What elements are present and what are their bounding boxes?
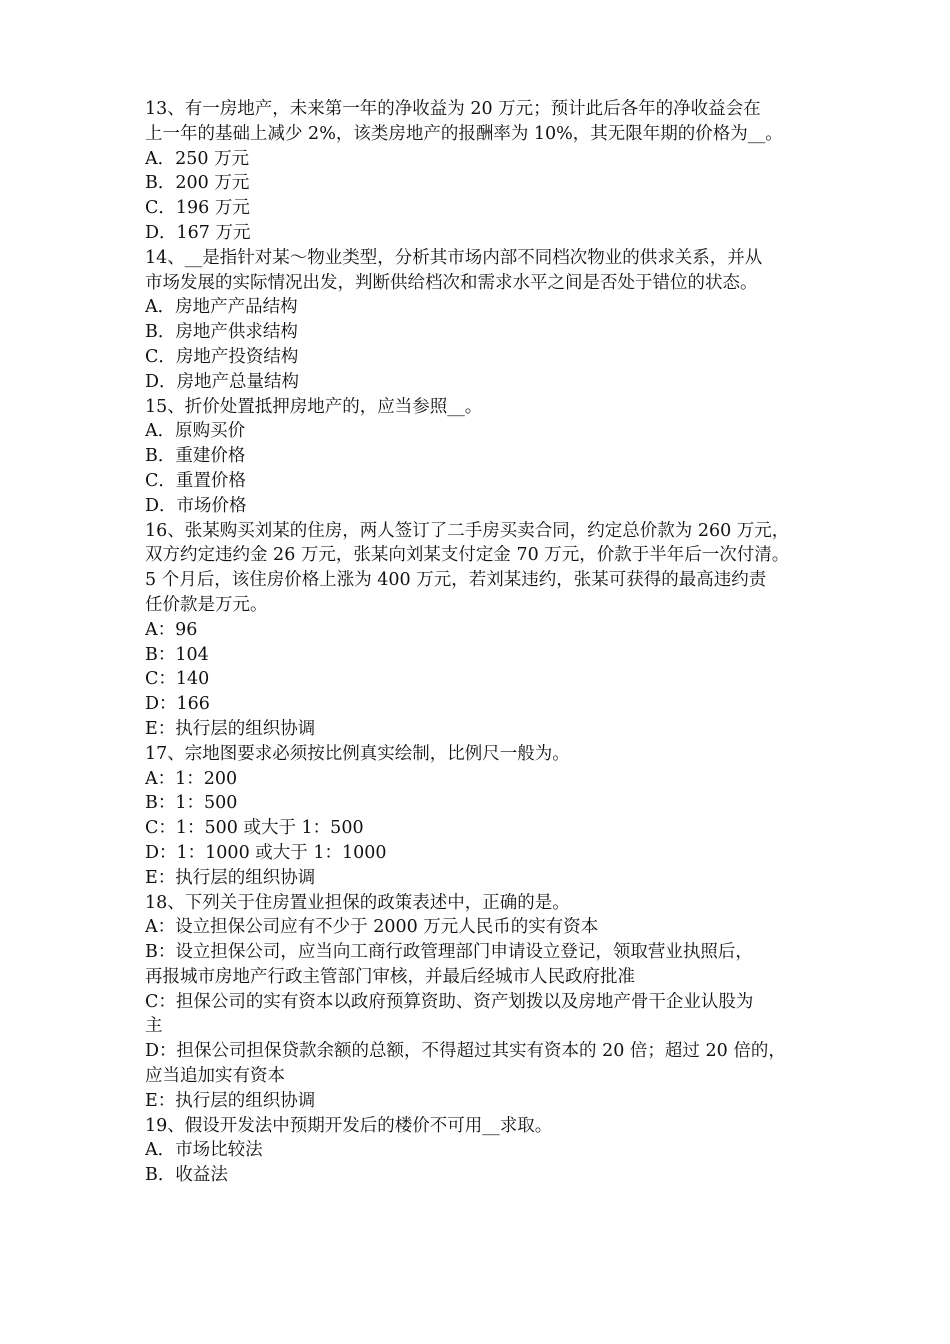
option-d: D：担保公司担保贷款余额的总额，不得超过其实有资本的 20 倍；超过 20 倍的， (145, 1041, 786, 1062)
question-text: 任价款是万元。 (145, 594, 268, 615)
option-d: D．房地产总量结构 (145, 371, 300, 392)
question-13 (145, 97, 815, 246)
question-text: 双方约定违约金 26 万元，张某向刘某支付定金 70 万元，价款于半年后一次付清。 (145, 545, 790, 566)
option-e: E：执行层的组织协调 (145, 1090, 316, 1111)
question-19 (145, 1114, 815, 1188)
question-16 (145, 519, 815, 742)
option-c: C．房地产投资结构 (145, 346, 299, 367)
question-text: 上一年的基础上减少 2%，该类房地产的报酬率为 10%，其无限年期的价格为__。 (145, 123, 783, 144)
option-c: C：1：500 或大于 1：500 (145, 818, 364, 839)
option-a: A．房地产产品结构 (145, 297, 298, 318)
option-e: E：执行层的组织协调 (145, 718, 316, 739)
option-d: D．市场价格 (145, 495, 247, 516)
option-c: C．重置价格 (145, 470, 246, 491)
option-e: E：执行层的组织协调 (145, 867, 316, 888)
option-a: A．250 万元 (145, 148, 250, 169)
option-b-continued: 再报城市房地产行政主管部门审核，并最后经城市人民政府批准 (145, 966, 635, 987)
option-b: B：设立担保公司，应当向工商行政管理部门申请设立登记，领取营业执照后， (145, 942, 753, 963)
option-b: B．200 万元 (145, 173, 250, 194)
option-d: D：1：1000 或大于 1：1000 (145, 842, 387, 863)
question-text: 5 个月后，该住房价格上涨为 400 万元，若刘某违约，张某可获得的最高违约责 (145, 570, 767, 591)
option-b: B．重建价格 (145, 446, 246, 467)
option-a: A：96 (145, 619, 198, 640)
question-text: 市场发展的实际情况出发，判断供给档次和需求水平之间是否处于错位的状态。 (145, 272, 758, 293)
question-text: 14、__是指针对某～物业类型，分析其市场内部不同档次物业的供求关系，并从 (145, 247, 763, 268)
question-17 (145, 742, 815, 891)
question-18 (145, 891, 815, 1114)
question-text: 18、下列关于住房置业担保的政策表述中，正确的是。 (145, 892, 570, 913)
option-b: B：104 (145, 644, 209, 665)
question-text: 16、张某购买刘某的住房，两人签订了二手房买卖合同，约定总价款为 260 万元， (145, 520, 790, 541)
option-b: B．房地产供求结构 (145, 322, 298, 343)
document-page (145, 97, 815, 1188)
option-d: D：166 (145, 694, 210, 715)
option-c: C：140 (145, 669, 210, 690)
question-14 (145, 246, 815, 395)
option-d: D．167 万元 (145, 222, 251, 243)
option-a: A：设立担保公司应有不少于 2000 万元人民币的实有资本 (145, 917, 599, 938)
question-text: 19、假设开发法中预期开发后的楼价不可用__求取。 (145, 1115, 553, 1136)
option-d-continued: 应当追加实有资本 (145, 1066, 285, 1087)
question-text: 15、折价处置抵押房地产的，应当参照__。 (145, 396, 483, 417)
option-c-continued: 主 (145, 1016, 163, 1037)
option-b: B．收益法 (145, 1165, 228, 1186)
option-a: A：1：200 (145, 768, 238, 789)
option-c: C：担保公司的实有资本以政府预算资助、资产划拨以及房地产骨干企业认股为 (145, 991, 754, 1012)
option-a: A．市场比较法 (145, 1140, 263, 1161)
option-c: C．196 万元 (145, 198, 250, 219)
option-b: B：1：500 (145, 793, 238, 814)
question-text: 17、宗地图要求必须按比例真实绘制，比例尺一般为。 (145, 743, 570, 764)
option-a: A．原购买价 (145, 421, 246, 442)
question-15 (145, 395, 815, 519)
question-text: 13、有一房地产，未来第一年的净收益为 20 万元；预计此后各年的净收益会在 (145, 99, 761, 119)
